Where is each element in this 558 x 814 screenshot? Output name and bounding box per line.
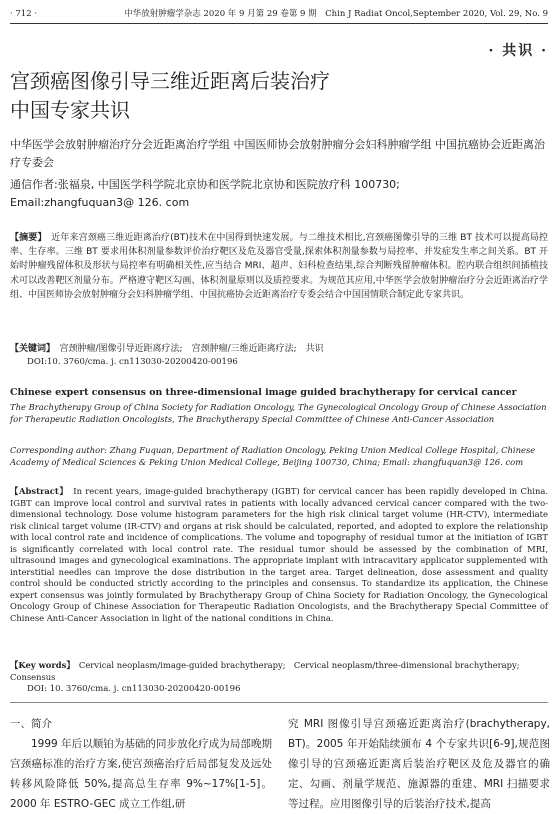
authors: 中华医学会放射肿瘤治疗分会近距离治疗学组 中国医师协会放射肿瘤分会妇科肿瘤学组 中国抗癌协会近距离治疗专委会 xyxy=(10,138,545,169)
body-left-text: 1999 年后以顺铂为基础的同步放化疗成为局部晚期宫颈癌标准的治疗方案,使宫颈癌治疗后局部复发及远处转移风险降低 50%,提高总生存率 9%~17%[1-5]。2000 年 ESTRO-GEC 成立工作组,研 xyxy=(10,738,272,810)
doi-cn: DOI:10. 3760/cma. j. cn113030-20200420-00196 xyxy=(27,357,238,367)
keywords-en-label: 【Key words】 xyxy=(10,660,71,670)
keywords-en-text: Cervical neoplasm/image-guided brachytherapy; Cervical neoplasm/three-dimensional brachytherapy; Consensus xyxy=(10,660,528,682)
corresponding-author xyxy=(10,176,548,212)
keywords-cn-label: 【关键词】 xyxy=(10,344,51,354)
abstract-en-label: 【Abstract】 xyxy=(10,486,65,496)
abstract-cn-label: 【摘要】 xyxy=(10,233,43,243)
body-left-column xyxy=(10,714,272,814)
title-line-1: 宫颈癌图像引导三维近距离后装治疗 xyxy=(10,69,330,93)
abstract-cn-text: 近年来宫颈癌三维近距离治疗(BT)技术在中国得到快速发展。与二维技术相比,宫颈癌图像引导的三维 BT 技术可以提高局控率、生存率。三维 BT 要求用体积剂量参数评价治疗靶区及危及器官受量,探索体积剂量参数与局控率、并发症发生率之间关系。BT 开始时肿瘤残留体积及形状与局控率有明确相关性,应当结合 MRI、超声、妇科检查结果,综合判断残留肿瘤体积。腔内联合组织间插植技术可以改善靶区剂量分布。严格遵守靶区勾画、体积剂量原则以及质控要求。为规范其应用,中华医学会放射肿瘤治疗分会近距离治疗学组、中国医师协会放射肿瘤分会妇科肿瘤学组、中国抗癌协会近距离治疗专委会结合中国国情联合制定此专家共识。 xyxy=(10,233,548,300)
corresponding-line-1: 通信作者:张福泉, 中国医学科学院北京协和医学院北京协和医院放疗科 100730; xyxy=(10,178,400,191)
keywords-en xyxy=(10,660,548,696)
abstract-en xyxy=(10,486,548,624)
article-title xyxy=(10,67,550,125)
body-right-text: 究 MRI 图像引导宫颈癌近距离治疗(brachytherapy, BT)。2005 年开始陆续颁布 4 个专家共识[6-9],规范图像引导的宫颈癌近距离后装治疗靶区及危及器官的确定、勾画、剂量学规范、施源器的重建、MRI 扫描要求等过程。应用图像引导的后装治疗技术,提高 xyxy=(288,718,550,810)
keywords-cn-text: 宫颈肿瘤/图像引导近距离疗法; 宫颈肿瘤/三维近距离疗法; 共识 xyxy=(50,344,324,354)
doi-en: DOI: 10. 3760/cma. j. cn113030-20200420-00196 xyxy=(27,684,241,694)
corresponding-email: Email:zhangfuquan3@ 126. com xyxy=(10,196,190,209)
keywords-cn xyxy=(10,342,548,369)
body-rule xyxy=(10,702,548,703)
english-corresponding: Corresponding author: Zhang Fuquan, Department of Radiation Oncology, Peking Union Medical College Hospital, Chinese Academy of Medical Sciences & Peking Union Medical College, Beijing 100730, China; Email: zhangfuquan3@ 126. com xyxy=(10,445,536,467)
body-right-column xyxy=(288,714,550,814)
page-number: · 712 · xyxy=(10,9,38,19)
title-line-2: 中国专家共识 xyxy=(10,98,130,122)
journal-citation: 中华放射肿瘤学杂志 2020 年 9 月第 29 卷第 9 期 Chin J Radiat Oncol,September 2020, Vol. 29, No. 9 xyxy=(124,9,548,19)
english-group: The Brachytherapy Group of China Society for Radiation Oncology, The Gynecological Oncology Group of Chinese Association for Therapeutic Radiation Oncologists, The Brachytherapy Special Committee of Chinese Anti-Cancer Association xyxy=(10,402,547,424)
section-heading-intro: 一、简介 xyxy=(10,718,52,730)
section-tag: · 共识 · xyxy=(488,43,548,59)
abstract-en-text: In recent years, image-guided brachytherapy (IGBT) for cervical cancer has been rapidly developed in China. IGBT can improve local control and survival rates in patients with locally advanced cervical cancer compared with the two-dimensional technology. Dose volume histogram parameters for the high risk clinical target volume (HR-CTV), intermediate risk clinical target volume (IR-CTV) and organs at risk should be calculated, reported, and adopted to explore the relationship with local control rate and incidence of complications. The volume and topography of residual tumor at the initiation of IGBT is significantly correlated with local control rate. The residual tumor should be assessed by the combination of MRI, ultrasound images and gynecological examinations. The appropriate implant with intracavitary applicator supplemented with interstitial needles can improve the dose distribution in the target area. Target delineation, dose assessment and quality control should be conducted strictly according to the principles and consensus. To standardize its application, the Chinese expert consensus was jointly formulated by Brachytherapy Group of China Society for Radiation Oncology, the Gynecological Oncology Group of Chinese Association for Therapeutic Radiation Oncologists, and the Brachytherapy Special Committee of Chinese Anti-Cancer Association in light of the national conditions in China. xyxy=(10,486,548,623)
english-title: Chinese expert consensus on three-dimensional image guided brachytherapy for cervical cancer xyxy=(10,387,517,398)
abstract-cn xyxy=(10,231,548,302)
header-rule xyxy=(10,23,548,24)
